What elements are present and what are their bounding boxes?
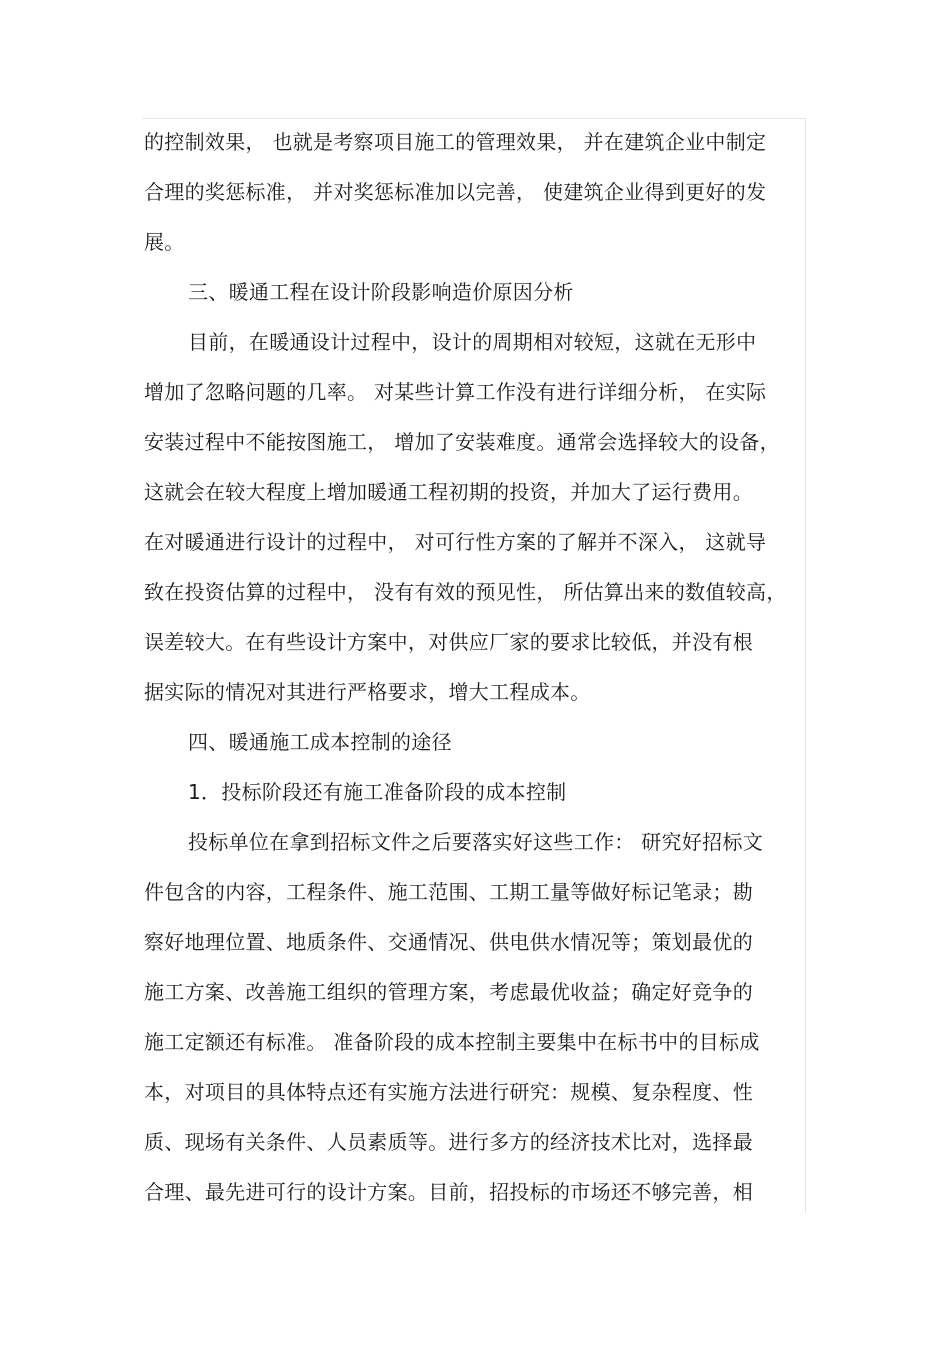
text-line-10: 致在投资估算的过程中， 没有有效的预见性， 所估算出来的数值较高，: [144, 580, 787, 604]
text-line-9: 在对暖通进行设计的过程中， 对可行性方案的了解并不深入， 这就导: [144, 530, 767, 554]
text-line-17: 察好地理位置、地质条件、交通情况、供电供水情况等；策划最优的: [144, 930, 753, 954]
text-line-21: 质、现场有关条件、人员素质等。进行多方的经济技术比对，选择最: [144, 1130, 753, 1154]
text-line-15: 投标单位在拿到招标文件之后要落实好这些工作： 研究好招标文: [188, 830, 764, 854]
text-line-18: 施工方案、改善施工组织的管理方案，考虑最优收益；确定好竞争的: [144, 980, 753, 1004]
text-line-12: 据实际的情况对其进行严格要求，增大工程成本。: [144, 680, 591, 704]
text-line-19: 施工定额还有标准。 准备阶段的成本控制主要集中在标书中的目标成: [144, 1030, 760, 1054]
text-line-5: 目前，在暖通设计过程中，设计的周期相对较短，这就在无形中: [188, 330, 757, 354]
text-line-22: 合理、最先进可行的设计方案。目前，招投标的市场还不够完善，相: [144, 1180, 753, 1204]
text-line-1: 的控制效果， 也就是考察项目施工的管理效果， 并在建筑企业中制定: [144, 130, 767, 154]
section-heading-4: 四、暖通施工成本控制的途径: [188, 730, 452, 754]
document-body: [144, 117, 809, 1217]
text-line-2: 合理的奖惩标准， 并对奖惩标准加以完善， 使建筑企业得到更好的发: [144, 180, 767, 204]
section-heading-3: 三、暖通工程在设计阶段影响造价原因分析: [188, 280, 574, 304]
text-line-7: 安装过程中不能按图施工， 增加了安装难度。通常会选择较大的设备，: [144, 430, 780, 454]
text-line-20: 本，对项目的具体特点还有实施方法进行研究：规模、复杂程度、性: [144, 1080, 753, 1104]
text-line-16: 件包含的内容，工程条件、施工范围、工期工量等做好标记笔录；勘: [144, 880, 753, 904]
text-line-3: 展。: [144, 230, 185, 254]
text-line-8: 这就会在较大程度上增加暖通工程初期的投资，并加大了运行费用。: [144, 480, 753, 504]
subsection-heading-1: 1．投标阶段还有施工准备阶段的成本控制: [188, 780, 567, 804]
text-line-6: 增加了忽略问题的几率。 对某些计算工作没有进行详细分析， 在实际: [144, 380, 767, 404]
text-line-11: 误差较大。在有些设计方案中，对供应厂家的要求比较低，并没有根: [144, 630, 753, 654]
